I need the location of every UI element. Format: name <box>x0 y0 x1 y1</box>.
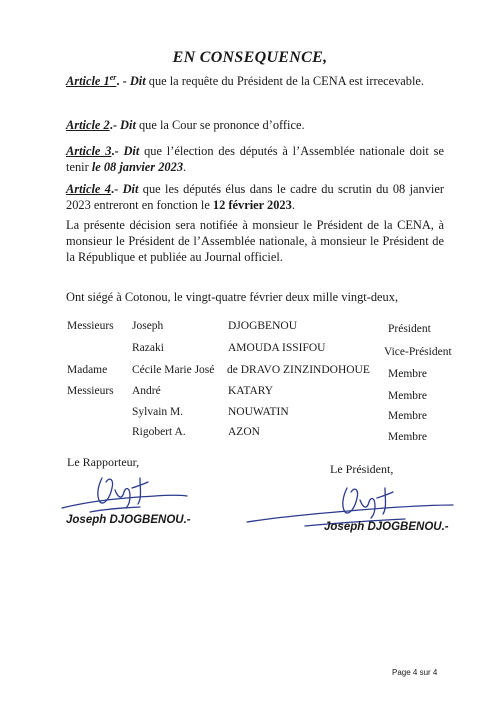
member-role: Membre <box>388 368 427 380</box>
member-last-name: KATARY <box>228 385 274 397</box>
member-last-name: DJOGBENOU <box>228 320 297 332</box>
article-3: Article 3.- Dit que l’élection des députés à l’Assemblée nationale doit se tenir le 08 janvier 2023. <box>66 144 444 174</box>
article-4-label: Article 4 <box>66 182 111 196</box>
article-3-label: Article 3 <box>66 144 112 158</box>
article-4: Article 4.- Dit que les députés élus dans le cadre du scrutin du 08 janvier 2023 entreront en fonction le 12 février 2023. <box>66 182 445 212</box>
article-2-label: Article 2 <box>66 118 110 132</box>
president-caption: Le Président, <box>330 462 394 476</box>
member-first-name: Cécile Marie José <box>132 364 215 376</box>
page-number: Page 4 sur 4 <box>392 668 438 677</box>
installation-date: 12 février 2023 <box>212 198 292 212</box>
member-first-name: Sylvain M. <box>132 406 184 418</box>
article-2: Article 2.- Dit que la Cour se prononce d’office. <box>66 118 305 132</box>
member-first-name: Joseph <box>132 320 164 332</box>
member-role: Membre <box>388 390 427 402</box>
election-date: le 08 janvier 2023 <box>91 160 184 174</box>
member-role: Président <box>388 323 431 335</box>
member-last-name: AZON <box>228 426 260 438</box>
section-title: EN CONSEQUENCE, <box>172 49 328 66</box>
rapporteur-signature-icon <box>60 468 190 518</box>
member-last-name: de DRAVO ZINZINDOHOUE <box>227 364 370 376</box>
member-first-name: Razaki <box>132 342 164 354</box>
member-last-name: AMOUDA ISSIFOU <box>228 342 326 354</box>
article-1: Article 1er. - Dit que la requête du Président de la CENA est irrecevable. <box>66 72 424 88</box>
member-title: Messieurs <box>67 320 114 332</box>
president-name: Joseph DJOGBENOU.- <box>324 521 449 533</box>
member-role: Vice-Président <box>384 346 452 358</box>
rapporteur-caption: Le Rapporteur, <box>67 455 140 469</box>
siege-statement: Ont siégé à Cotonou, le vingt-quatre février deux mille vingt-deux, <box>66 290 399 304</box>
member-title: Messieurs <box>67 385 114 397</box>
member-first-name: André <box>132 385 161 397</box>
member-role: Membre <box>388 410 427 422</box>
rapporteur-name: Joseph DJOGBENOU.- <box>66 514 191 526</box>
notification-paragraph: La présente décision sera notifiée à monsieur le Président de la CENA, à monsieur le Président de l’Assemblée nationale, à monsieur le Président de la République et publiée au Journal officiel. <box>66 218 444 264</box>
member-last-name: NOUWATIN <box>228 406 289 418</box>
member-first-name: Rigobert A. <box>132 426 186 438</box>
member-role: Membre <box>388 431 427 443</box>
article-1-label: Article 1er <box>66 72 117 88</box>
member-title: Madame <box>67 364 108 376</box>
